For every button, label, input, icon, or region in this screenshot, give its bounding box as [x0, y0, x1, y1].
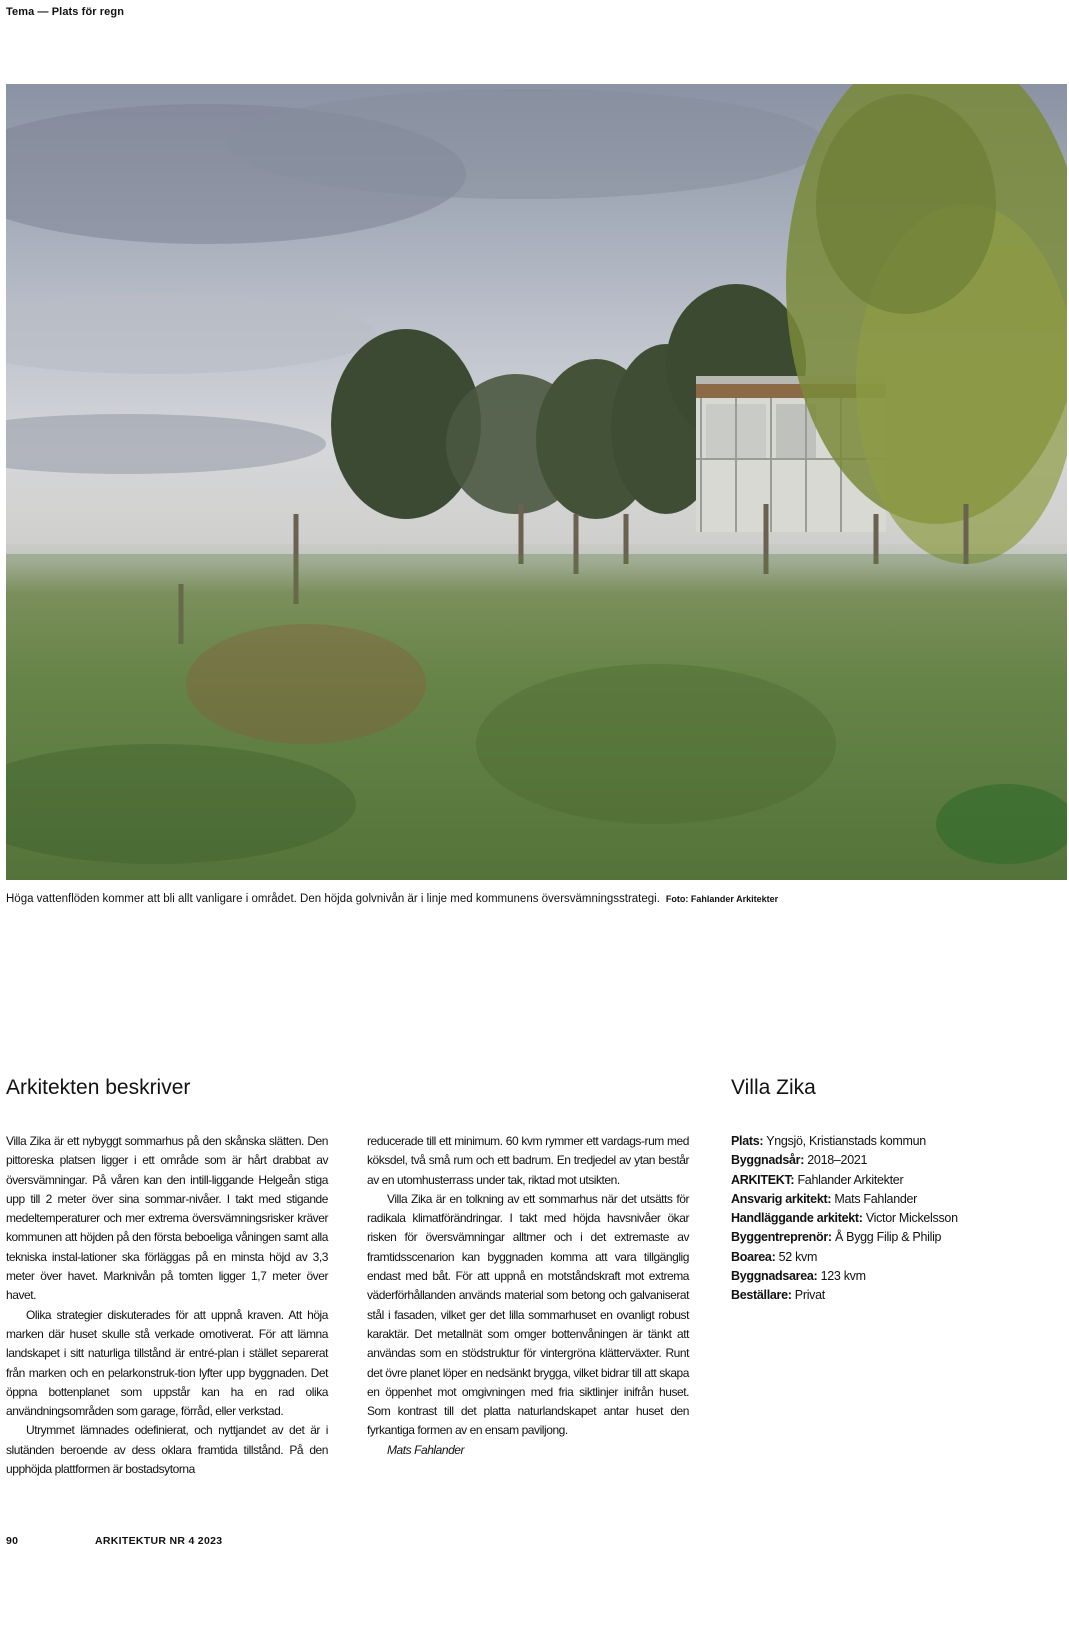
fact-row [731, 1209, 1051, 1228]
fact-label: ARKITEKT: [731, 1172, 795, 1187]
fact-row [731, 1248, 1051, 1267]
photo-caption [6, 893, 778, 905]
fact-row [731, 1190, 1051, 1209]
article-column-2 [367, 1132, 689, 1460]
fact-row [731, 1267, 1051, 1286]
fact-row [731, 1132, 1051, 1151]
fact-label: Boarea: [731, 1249, 776, 1264]
caption-text: Höga vattenflöden kommer att bli allt vanligare i området. Den höjda golvnivån är i linje med kommunens översvämningsstrategi. [6, 893, 660, 905]
fact-value: 52 kvm [775, 1249, 818, 1264]
article-paragraph: Villa Zika är ett nybyggt sommarhus på den skånska slätten. Den pittoreska platsen ligger i ett område som är hårt drabbat av översvämningar. På våren kan den intill-liggande Helgeån stiga upp till 2 meter över sina sommar-nivåer. I takt med stigande medeltemperaturer och mer extrema översvämningsrisker kräver kommunen att höjden på den första beboeliga våningen samt alla tekniska instal-lationer ska förläggas på en minsta höjd av 3,3 meter över havet. Marknivån på tomten ligger 1,7 meter över havet. [6, 1134, 328, 1303]
running-head: Tema — Plats för regn [6, 6, 125, 18]
landscape-photo [6, 84, 1067, 880]
fact-label: Plats: [731, 1134, 764, 1148]
article-heading: Arkitekten beskriver [6, 1076, 191, 1099]
fact-row [731, 1228, 1051, 1247]
fact-label: Byggnadsår: [731, 1153, 805, 1168]
fact-value: Yngsjö, Kristianstads kommun [763, 1134, 926, 1148]
article-paragraph: Utrymmet lämnades odefinierat, och nyttjandet av det är i slutänden beroende av dess oklara framtida tillstånd. På den upphöjda plattformen är bostadsytorna [6, 1423, 328, 1477]
fact-value: Victor Mickelsson [862, 1211, 958, 1226]
fact-label: Handläggande arkitekt: [731, 1211, 863, 1226]
fact-value: Privat [791, 1288, 825, 1303]
photo-credit: Foto: Fahlander Arkitekter [665, 894, 779, 904]
article-column-1 [6, 1132, 328, 1479]
page-number: 90 [6, 1535, 19, 1547]
fact-value: Fahlander Arkitekter [794, 1172, 904, 1187]
fact-row [731, 1286, 1051, 1305]
article-paragraph: Villa Zika är en tolkning av ett sommarhus när det utsätts för radikala klimatförändringar. I takt med höjda havsnivåer ökar risken för översvämningar alltmer och i det extremaste av framtidsscenarion kan byggnaden komma att vara tillgänglig endast med båt. För att uppnå en motståndskraft mot extrema väderförhållanden används material som betong och galvaniserat stål i fasaden, vilket ger det lilla sommarhuset en ovanligt robust karaktär. Det metallnät som omger bottenvåningen är tänkt att användas som en stödstruktur för vintergröna klätterväxter. Runt det övre planet löper en nedsänkt brygga, vilket bidrar till att skapa en öppenhet mot omgivningen med fria siktlinjer inifrån huset. Som kontrast till det platta naturlandskapet antar huset den fyrkantiga formen av en ensam paviljong. [367, 1191, 689, 1438]
fact-label: Beställare: [731, 1288, 792, 1303]
project-facts [731, 1132, 1051, 1306]
fact-row [731, 1171, 1051, 1190]
article-paragraph: Olika strategier diskuterades för att uppnå kraven. Att höja marken där huset skulle stå verkade omotiverat. För att lämna landskapet i sitt naturliga tillstånd är entré-plan i stället separerat från marken och en pelarkonstruk-tion lyfter upp byggnaden. Det öppna bottenplanet som uppstår kan ha en rad olika användningsområden som garage, förråd, eller verkstad. [6, 1307, 328, 1419]
fact-value: Å Bygg Filip & Philip [831, 1230, 942, 1245]
landscape-photo-illustration [6, 84, 1067, 880]
facts-heading: Villa Zika [731, 1076, 816, 1099]
publication-name: ARKITEKTUR NR 4 2023 [95, 1535, 223, 1547]
article-paragraph: reducerade till ett minimum. 60 kvm rymmer ett vardags-rum med köksdel, två små rum och ett badrum. En tredjedel av ytan består av en utomhusterrass under tak, riktad mot utsikten. [367, 1134, 689, 1187]
fact-label: Ansvarig arkitekt: [731, 1191, 832, 1206]
fact-row [731, 1151, 1051, 1170]
fact-label: Byggentreprenör: [731, 1230, 832, 1245]
fact-value: Mats Fahlander [831, 1191, 918, 1206]
article-signature: Mats Fahlander [387, 1442, 465, 1457]
fact-value: 123 kvm [817, 1269, 866, 1284]
fact-label: Byggnadsarea: [731, 1269, 818, 1284]
fact-value: 2018–2021 [804, 1153, 868, 1168]
